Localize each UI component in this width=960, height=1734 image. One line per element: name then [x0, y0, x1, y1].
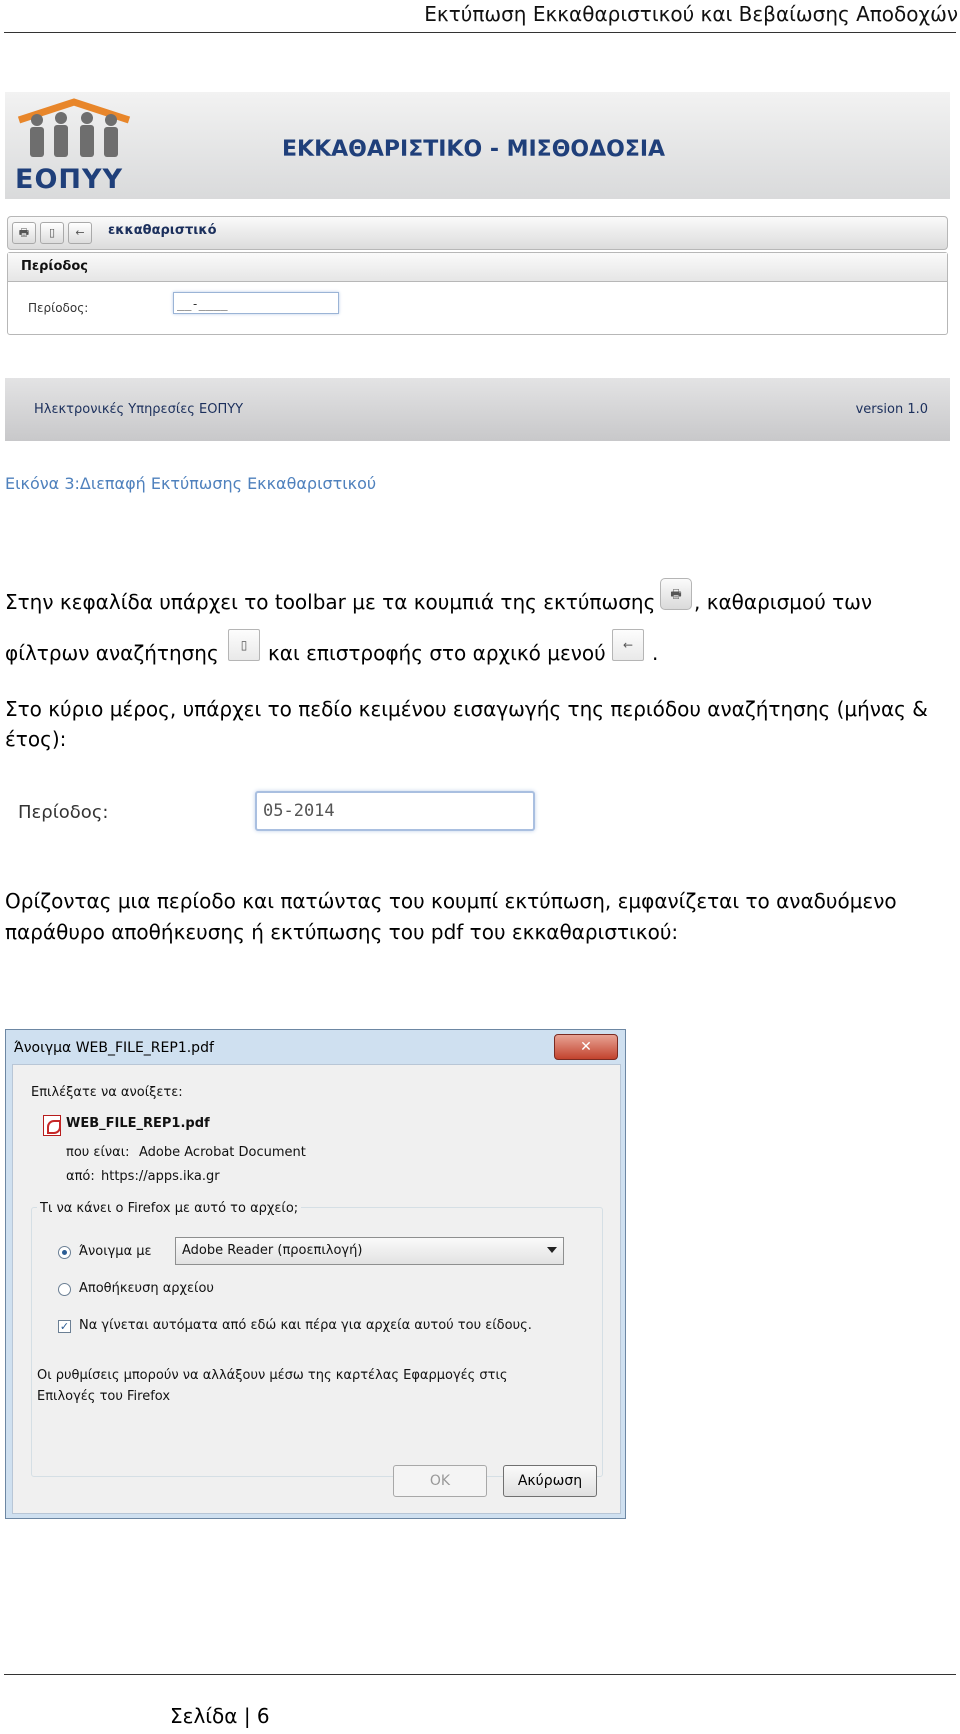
header-rule: [4, 32, 956, 33]
open-file-dialog: [5, 1029, 626, 1519]
page-number: Σελίδα | 6: [170, 1704, 270, 1728]
document-header: Εκτύπωση Εκκαθαριστικού και Βεβαίωσης Αποδοχών: [424, 2, 958, 26]
app-screenshot: [5, 92, 950, 441]
application-select-value: Adobe Reader (προεπιλογή): [182, 1243, 363, 1258]
arrow-left-icon[interactable]: ←: [68, 222, 92, 244]
pdf-file-icon: [43, 1115, 61, 1136]
panel-header: [8, 253, 947, 282]
paragraph-3-line-1: Ορίζοντας μια περίοδο και πατώντας του κουμπί εκτύπωση, εμφανίζεται το αναδυόμενο: [5, 889, 897, 913]
file-source-value: https://apps.ika.gr: [101, 1169, 220, 1184]
settings-note-line-2: Επιλογές του Firefox: [37, 1389, 171, 1404]
para1-text-b: , καθαρισμού των: [694, 590, 873, 614]
chevron-down-icon: [547, 1247, 557, 1253]
file-type-value: Adobe Acrobat Document: [139, 1145, 306, 1160]
dialog-title: Άνοιγμα WEB_FILE_REP1.pdf: [14, 1040, 214, 1056]
paragraph-2-line-2: έτος):: [5, 727, 67, 751]
document-icon[interactable]: ▯: [40, 222, 64, 244]
app-version: version 1.0: [855, 402, 928, 417]
panel-header-label: Περίοδος: [21, 259, 88, 274]
para1-text-e: .: [652, 641, 659, 665]
dialog-body: [12, 1064, 621, 1514]
example-period-label: Περίοδος:: [18, 802, 109, 823]
cancel-button[interactable]: Ακύρωση: [503, 1465, 597, 1497]
app-footer: [5, 378, 950, 441]
app-banner: [5, 92, 950, 199]
auto-label[interactable]: Να γίνεται αυτόματα από εδώ και πέρα για αρχεία αυτού του είδους.: [79, 1318, 532, 1333]
paragraph-2-line-1: Στο κύριο μέρος, υπάρχει το πεδίο κειμένου εισαγωγής της περιόδου αναζήτησης (μήνας &: [5, 697, 928, 721]
para1-text-d: και επιστροφής στο αρχικό μενού: [268, 641, 606, 665]
app-toolbar: [7, 216, 948, 250]
paragraph-1-line-1: [5, 587, 655, 617]
settings-note-line-1: Οι ρυθμίσεις μπορούν να αλλάξουν μέσω της καρτέλας Εφαρμογές στις: [37, 1368, 508, 1383]
paragraph-3-line-2: παράθυρο αποθήκευσης ή εκτύπωσης του pdf του εκκαθαριστικού:: [5, 920, 679, 944]
period-label: Περίοδος:: [28, 301, 89, 315]
para1-text-a: Στην κεφαλίδα υπάρχει το toolbar με τα κουμπιά της εκτύπωσης: [5, 590, 656, 614]
print-icon: 🖶: [660, 578, 692, 610]
app-footer-left: Ηλεκτρονικές Υπηρεσίες ΕΟΠΥΥ: [34, 402, 244, 417]
app-title: ΕΚΚΑΘΑΡΙΣΤΙΚΟ - ΜΙΣΘΟΔΟΣΙΑ: [282, 137, 666, 162]
action-question: Τι να κάνει ο Firefox με αυτό το αρχείο;: [37, 1201, 301, 1216]
file-source-label: από:: [66, 1169, 95, 1184]
toolbar-title: εκκαθαριστικό: [108, 223, 217, 238]
period-panel: [7, 252, 948, 335]
save-file-label[interactable]: Αποθήκευση αρχείου: [79, 1281, 214, 1296]
figure-caption: Εικόνα 3:Διεπαφή Εκτύπωσης Εκκαθαριστικού: [5, 474, 377, 493]
para1-text-c: φίλτρων αναζήτησης: [5, 641, 219, 665]
file-type-label: που είναι:: [66, 1145, 130, 1160]
choose-label: Επιλέξατε να ανοίξετε:: [31, 1085, 183, 1100]
file-name: WEB_FILE_REP1.pdf: [66, 1116, 210, 1131]
close-icon[interactable]: ✕: [554, 1034, 618, 1060]
save-file-radio[interactable]: [58, 1283, 71, 1296]
footer-rule: [4, 1674, 956, 1675]
period-input[interactable]: __-____: [173, 292, 339, 314]
document-icon: ▯: [228, 629, 260, 661]
logo-text: ΕΟΠΥΥ: [15, 164, 124, 195]
example-period-input[interactable]: 05-2014: [255, 791, 535, 831]
open-with-label[interactable]: Άνοιγμα με: [79, 1244, 152, 1259]
open-with-radio[interactable]: [58, 1246, 71, 1259]
application-select[interactable]: [175, 1237, 564, 1265]
ok-button[interactable]: OK: [393, 1465, 487, 1497]
arrow-left-icon: ←: [612, 629, 644, 661]
auto-checkbox[interactable]: ✓: [59, 1320, 70, 1333]
print-icon[interactable]: 🖶: [12, 222, 36, 244]
eopyy-logo-icon: [15, 98, 133, 160]
